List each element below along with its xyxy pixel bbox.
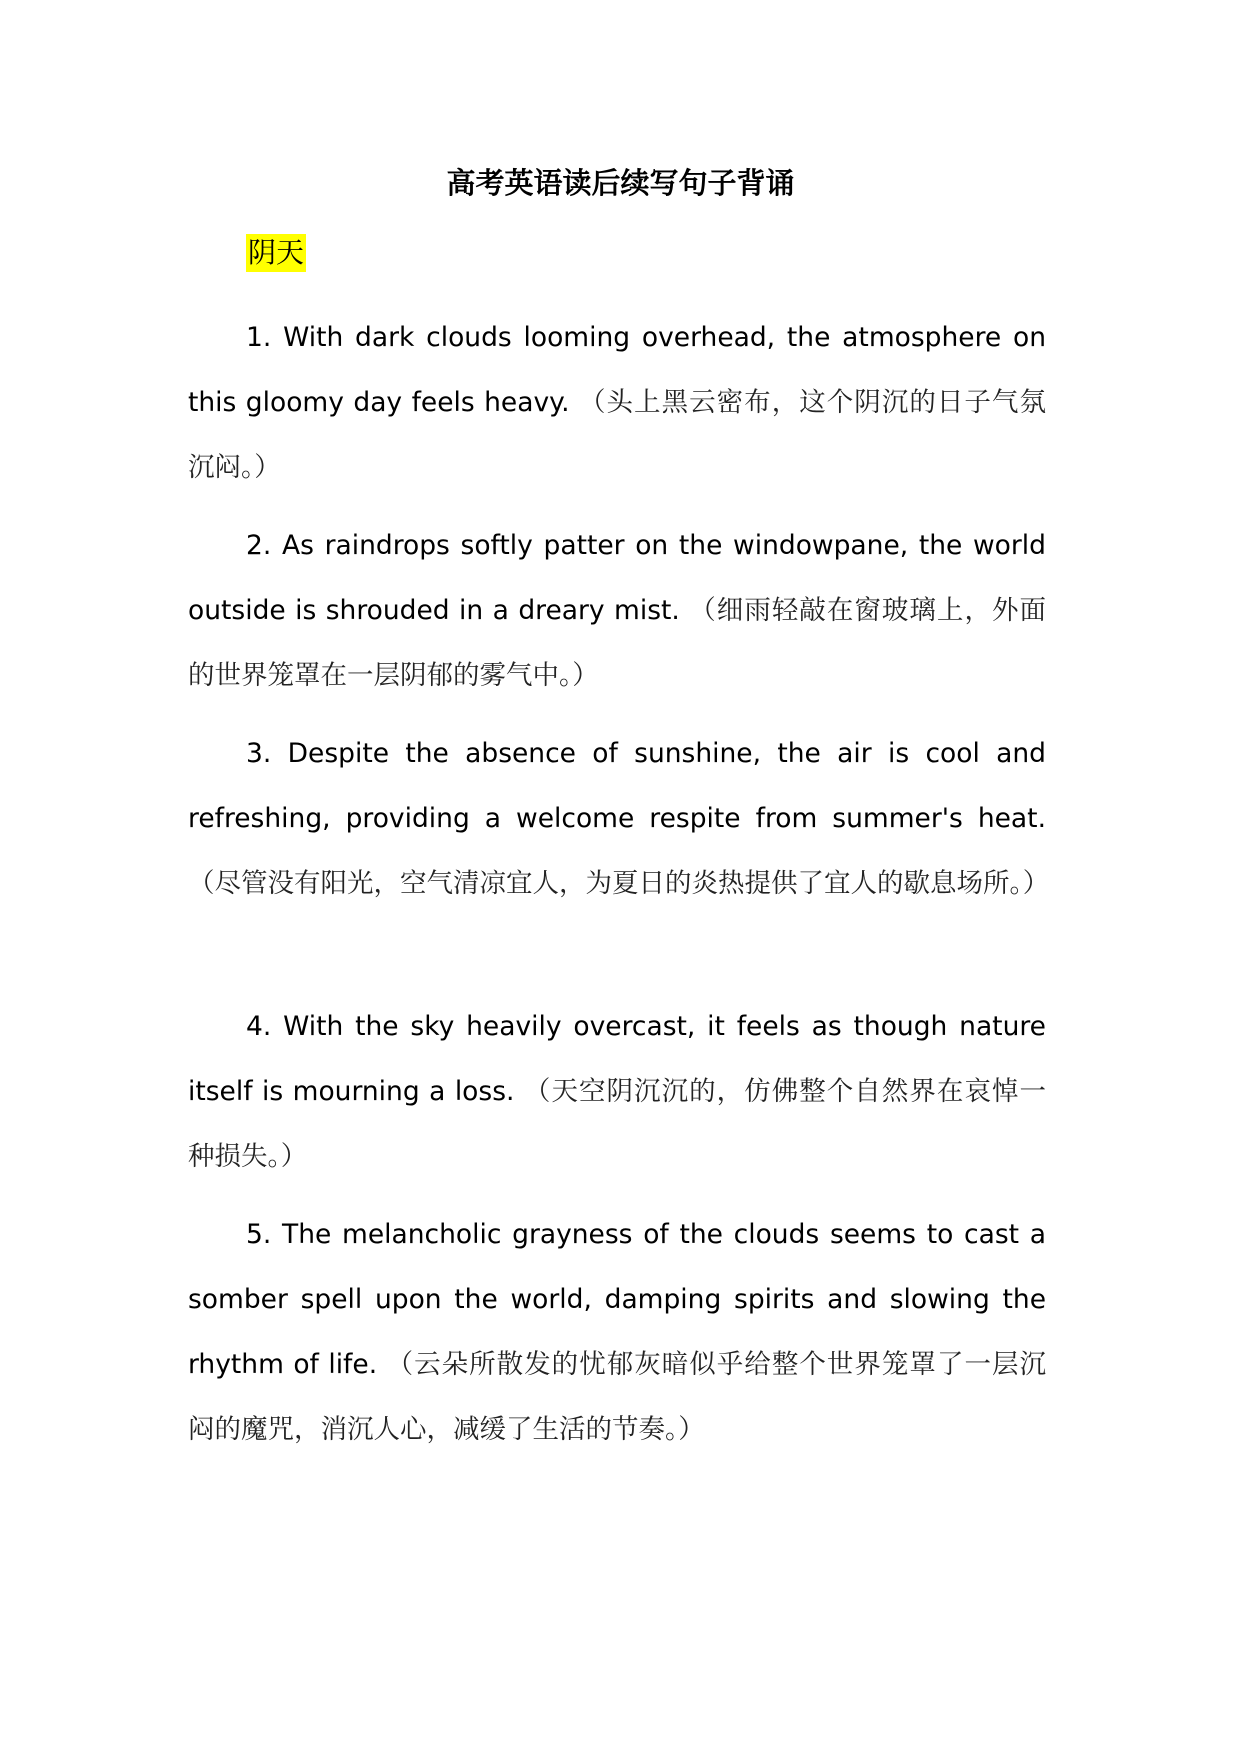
sentence-item-2 xyxy=(188,513,1046,708)
sentence-item-5 xyxy=(188,1202,1046,1462)
english-sentence: Despite the absence of sunshine, the air is cool and refreshing, providing a welcome respite from summer's heat. xyxy=(188,738,1046,834)
section-heading-highlighted: 阴天 xyxy=(246,234,306,272)
chinese-translation: （天空阴沉沉的，仿佛整个自然界在哀悼一种损失。） xyxy=(188,1076,1047,1172)
chinese-translation: （细雨轻敲在窗玻璃上，外面的世界笼罩在一层阴郁的雾气中。） xyxy=(188,595,1046,691)
english-sentence: As raindrops softly patter on the windowpane, the world outside is shrouded in a dreary mist. xyxy=(188,530,1046,626)
chinese-translation: （头上黑云密布，这个阴沉的日子气氛沉闷。） xyxy=(188,387,1047,483)
chinese-translation: （云朵所散发的忧郁灰暗似乎给整个世界笼罩了一层沉闷的魔咒，消沉人心，减缓了生活的节奏。） xyxy=(188,1349,1046,1445)
english-sentence: With the sky heavily overcast, it feels as though nature itself is mourning a loss. xyxy=(188,1011,1046,1107)
item-number: 5. xyxy=(246,1219,272,1250)
document-title: 高考英语读后续写句子背诵 xyxy=(446,166,795,200)
item-number: 4. xyxy=(246,1011,272,1042)
english-sentence: The melancholic grayness of the clouds seems to cast a somber spell upon the world, damping spirits and slowing the rhythm of life. xyxy=(188,1219,1046,1380)
english-sentence: With dark clouds looming overhead, the atmosphere on this gloomy day feels heavy. xyxy=(188,322,1046,418)
sentence-item-1 xyxy=(188,305,1046,500)
sentence-item-3 xyxy=(188,721,1050,916)
chinese-translation: （尽管没有阳光，空气清凉宜人，为夏日的炎热提供了宜人的歇息场所。） xyxy=(188,868,1050,899)
sentence-item-4 xyxy=(188,994,1046,1189)
item-number: 2. xyxy=(246,530,272,561)
item-number: 1. xyxy=(246,322,272,353)
item-number: 3. xyxy=(246,738,272,769)
